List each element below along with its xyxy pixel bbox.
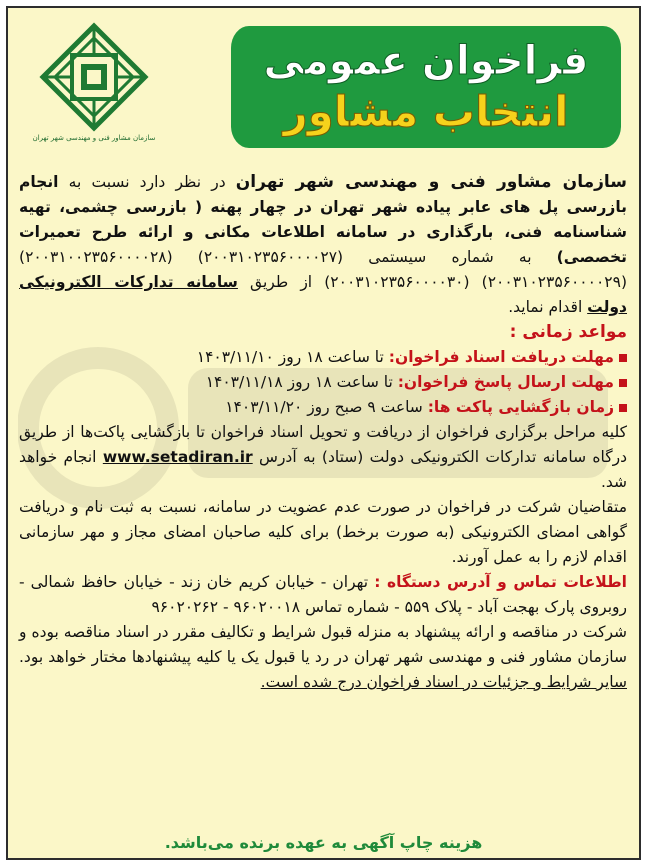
advertisement-page	[6, 6, 641, 860]
website-link[interactable]: www.setadiran.ir	[102, 448, 253, 466]
bullet-icon	[619, 379, 627, 387]
title-banner	[231, 26, 621, 148]
bullet-icon	[619, 354, 627, 362]
schedule-item	[19, 345, 627, 370]
procurement-system-name: سامانه تدارکات الکترونیکی دولت	[19, 273, 627, 316]
bullet-icon	[619, 404, 627, 412]
terms-text-1: شرکت در مناقصه و ارائه پیشنهاد به منزله قبول شرایط و تکالیف مقرر در اسناد مناقصه بوده و سازمان مشاور فنی و مهندسی شهر تهران در رد یا قبول یک یا کلیه پیشنهادها مختار خواهد بود.	[19, 623, 627, 666]
contact-heading: اطلاعات تماس و آدرس دستگاه :	[374, 573, 627, 591]
terms-text-2: سایر شرایط و جزئیات در اسناد فراخوان درج شده است.	[260, 673, 627, 691]
intro-paragraph	[19, 170, 627, 320]
schedule-value: ساعت ۹ صبح روز ۱۴۰۳/۱۱/۲۰	[225, 398, 428, 416]
schedule-item	[19, 370, 627, 395]
logo-caption: سازمان مشاور فنی و مهندسی شهر تهران	[32, 134, 156, 142]
applicants-paragraph: متقاضیان شرکت در فراخوان در صورت عدم عضویت در سامانه، نسبت به ثبت نام و دریافت گواهی امضای الکترونیکی (به صورت برخط) برای کلیه صاحبان امضای مجاز و مهر سازمانی اقدام لازم را به عمل آورند.	[19, 498, 627, 566]
title-line-1: فراخوان عمومی	[263, 38, 589, 84]
contact-paragraph	[19, 570, 627, 620]
process-text-1: کلیه مراحل برگزاری فراخوان از دریافت و تحویل اسناد فراخوان تا بازگشایی پاکت‌ها از طریق درگاه سامانه تدارکات الکترونیکی دولت (ستاد) به آدرس	[19, 423, 627, 466]
schedule-value: تا ساعت ۱۸ روز ۱۴۰۳/۱۱/۱۰	[196, 348, 389, 366]
contact-address: تهران - خیابان کریم خان زند - خیابان حافظ شمالی - روبروی پارک بهجت آباد - پلاک ۵۵۹ - شماره تماس ۹۶۰۲۰۰۱۸ - ۹۶۰۲۰۲۶۲	[19, 573, 627, 616]
intro-text-3: اقدام نماید.	[508, 298, 588, 316]
schedule-value: تا ساعت ۱۸ روز ۱۴۰۳/۱۱/۱۸	[205, 373, 398, 391]
schedule-heading: مواعد زمانی :	[509, 322, 627, 342]
process-paragraph	[19, 420, 627, 495]
organization-logo	[28, 22, 160, 156]
organization-name: سازمان مشاور فنی و مهندسی شهر تهران	[235, 172, 627, 192]
intro-text-2: به شماره سیستمی (۲۰۰۳۱۰۲۳۵۶۰۰۰۰۲۷) (۲۰۰۳۱۰۰۲۳۵۶۰۰۰۰۲۸) (۲۰۰۳۱۰۲۳۵۶۰۰۰۰۲۹) (۲۰۰۳۱۰۲۳۵۶۰۰۰۰۳۰) از طریق	[19, 248, 627, 291]
title-line-2: انتخاب مشاور	[283, 87, 569, 136]
process-text-2: انجام خواهد شد.	[19, 448, 627, 491]
project-subject: انجام بازرسی پل های عابر پیاده شهر تهران در چهار پهنه ( بازرسی چشمی، تهیه شناسنامه فنی، بارگذاری در سامانه اطلاعات مکانی و ارائه طرح تعمیرات تخصصی)	[19, 173, 627, 266]
intro-text-1: در نظر دارد نسبت به	[58, 173, 236, 191]
schedule-label: مهلت ارسال پاسخ فراخوان:	[397, 373, 614, 391]
schedule-item	[19, 395, 627, 420]
building-logo-icon	[39, 22, 149, 132]
header	[8, 8, 639, 168]
footer-note: هزینه چاپ آگهی به عهده برنده می‌باشد.	[164, 833, 483, 852]
schedule-label: زمان بازگشایی پاکت ها:	[427, 398, 614, 416]
announcement-body	[19, 170, 627, 695]
schedule-label: مهلت دریافت اسناد فراخوان:	[388, 348, 614, 366]
terms-paragraph	[19, 620, 627, 695]
